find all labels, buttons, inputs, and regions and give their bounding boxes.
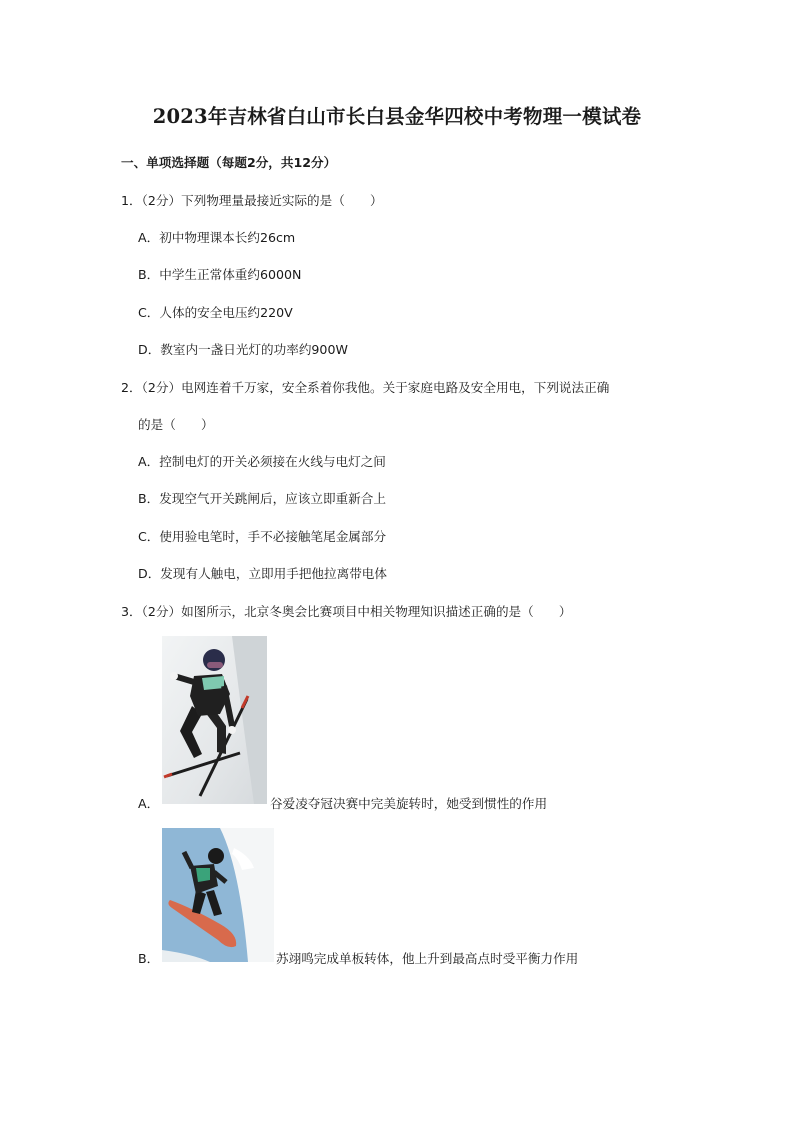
question-2-option-d: D．发现有人触电，立即用手把他拉离带电体 — [138, 566, 387, 581]
question-3-stem: 3．（2分）如图所示，北京冬奥会比赛项目中相关物理知识描述正确的是（ ） — [121, 604, 572, 619]
question-1-option-b: B．中学生正常体重约6000N — [138, 267, 302, 282]
question-1-option-a: A．初中物理课本长约26cm — [138, 230, 296, 245]
question-3-option-b-text: 苏翊鸣完成单板转体，他上升到最高点时受平衡力作用 — [276, 951, 579, 966]
question-3-option-b-letter: B． — [138, 951, 160, 966]
question-2-stem-continued: 的是（ ） — [138, 417, 214, 432]
question-2-option-b: B．发现空气开关跳闸后，应该立即重新合上 — [138, 491, 386, 506]
exam-title: 2023年吉林省白山市长白县金华四校中考物理一模试卷 — [152, 105, 642, 128]
section-heading: 一、单项选择题（每题2分，共12分） — [121, 155, 337, 170]
question-2-option-a: A．控制电灯的开关必须接在火线与电灯之间 — [138, 454, 386, 469]
question-2-stem: 2．（2分）电网连着千万家，安全系着你我他。关于家庭电路及安全用电，下列说法正确 — [121, 380, 610, 395]
question-1-option-d: D．教室内一盏日光灯的功率约900W — [138, 342, 348, 357]
question-3-option-a-letter: A． — [138, 796, 160, 811]
question-1-stem: 1．（2分）下列物理量最接近实际的是（ ） — [121, 193, 383, 208]
freestyle-skier-photo — [162, 636, 267, 804]
question-2-option-c: C．使用验电笔时，手不必接触笔尾金属部分 — [138, 529, 387, 544]
question-3-option-a-text: 谷爱凌夺冠决赛中完美旋转时，她受到惯性的作用 — [270, 796, 548, 811]
question-1-option-c: C．人体的安全电压约220V — [138, 305, 293, 320]
snowboarder-photo — [162, 828, 274, 962]
